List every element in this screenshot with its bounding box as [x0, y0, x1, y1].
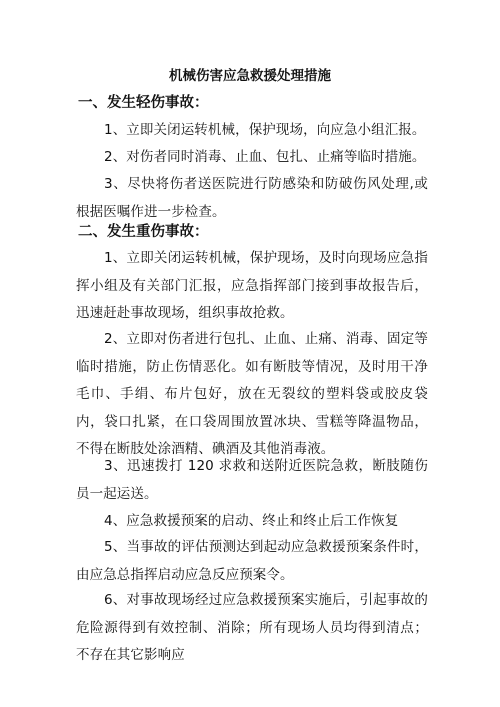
minor-injury-step-1: 1、立即关闭运转机械，保护现场，向应急小组汇报。	[104, 122, 426, 138]
document-title: 机械伤害应急救援处理措施	[169, 68, 331, 84]
serious-injury-step-1: 1、立即关闭运转机械，保护现场，及时向现场应急指挥小组及有关部门汇报，应急指挥部门接到事故报告后，迅速赶赴事故现场，组织事故抢救。	[76, 250, 428, 321]
section-heading-minor-injury: 一、发生轻伤事故：	[78, 95, 209, 111]
serious-injury-step-2: 2、立即对伤者进行包扎、止血、止痛、消毒、固定等临时措施，防止伤情恶化。如有断肢等情况，及时用干净毛巾、手绢、布片包好，放在无裂纹的塑料袋或胶皮袋内，袋口扎紧，在口袋周围放置冰块、雪糕等降温物品，不得在断肢处涂酒精、碘酒及其他消毒液。	[76, 331, 428, 457]
serious-injury-step-3: 3、迅速拨打 120 求救和送附近医院急救，断肢随伤员一起运送。	[76, 458, 428, 502]
serious-injury-step-6: 6、对事故现场经过应急救援预案实施后，引起事故的危险源得到有效控制、消除；所有现场人员均得到清点；不存在其它影响应	[76, 592, 428, 663]
minor-injury-step-2: 2、对伤者同时消毒、止血、包扎、止痛等临时措施。	[104, 149, 426, 165]
section-heading-serious-injury: 二、发生重伤事故：	[78, 224, 209, 240]
serious-injury-step-5: 5、当事故的评估预测达到起动应急救援预案条件时，由应急总指挥启动应急反应预案令。	[76, 539, 428, 583]
minor-injury-step-3: 3、尽快将伤者送医院进行防感染和防破伤风处理,或根据医嘱作进一步检查。	[76, 176, 428, 220]
serious-injury-step-4: 4、应急救援预案的启动、终止和终止后工作恢复	[104, 513, 399, 529]
